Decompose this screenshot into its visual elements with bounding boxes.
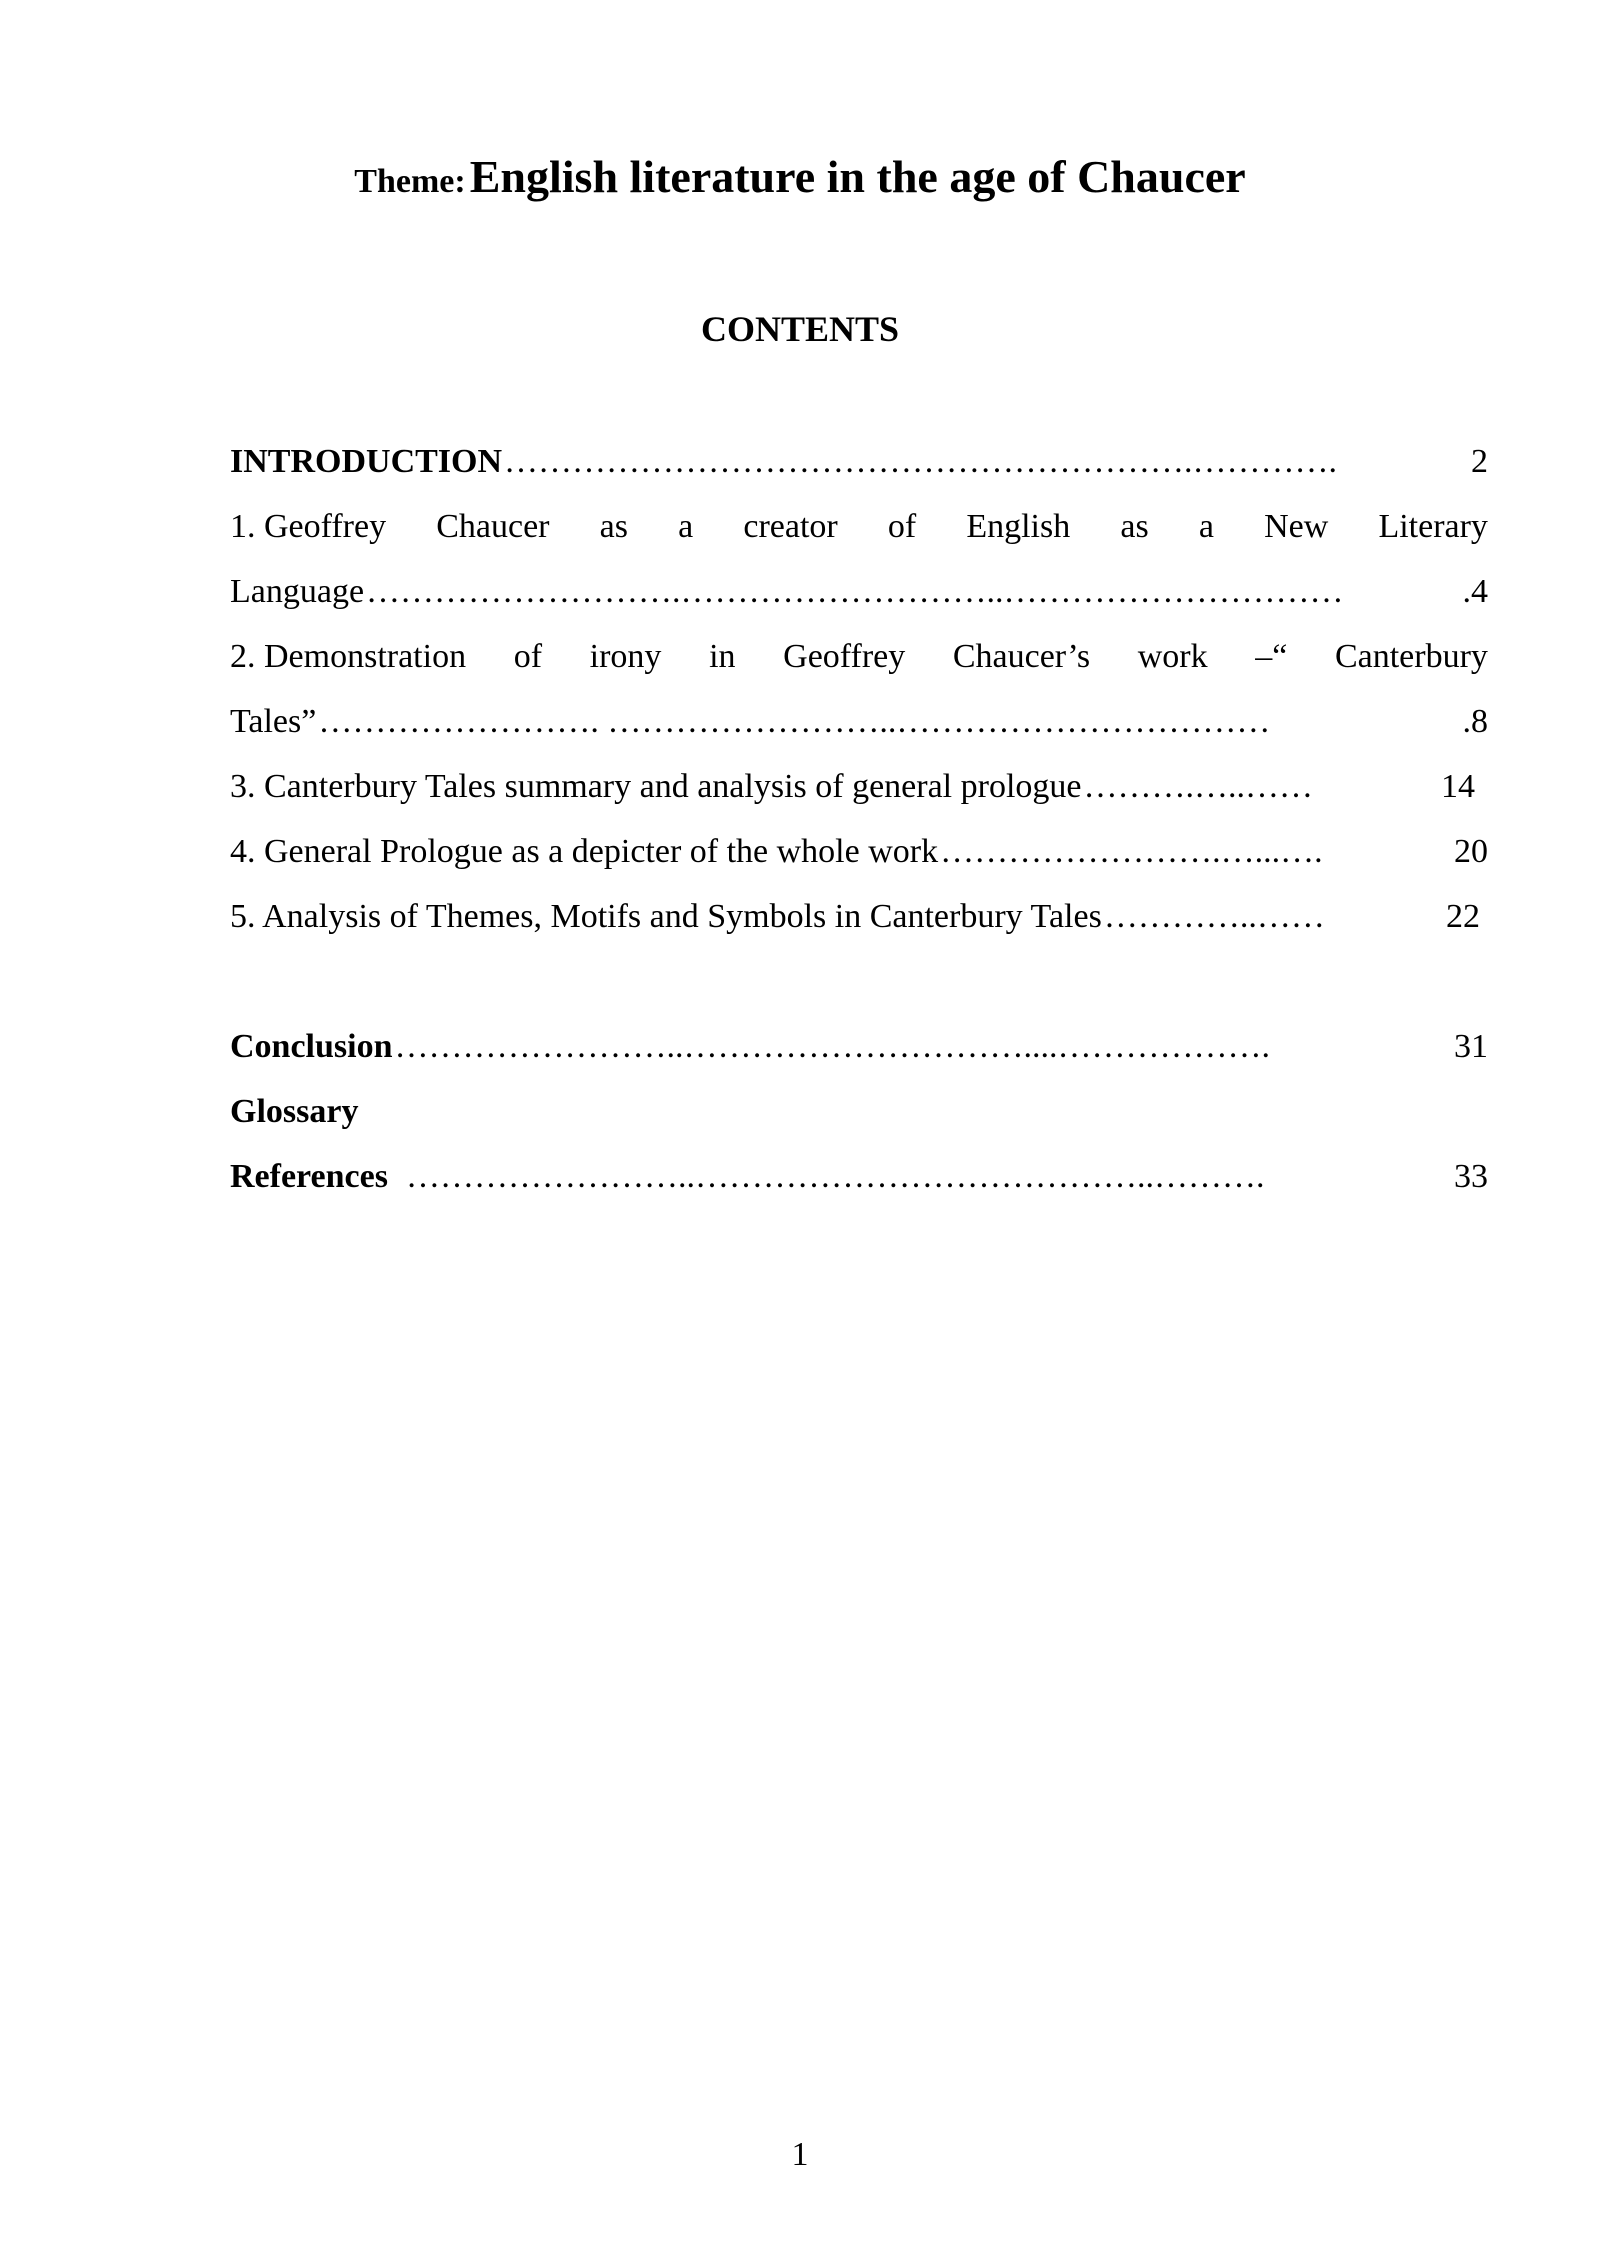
toc-leader: …………..…… — [1103, 898, 1325, 935]
toc-word: in — [709, 638, 736, 675]
toc-word: Literary — [1378, 508, 1488, 545]
toc-label: Language — [230, 573, 365, 610]
toc-label: 5. Analysis of Themes, Motifs and Symbols in Canterbury Tales — [230, 898, 1102, 935]
toc-word: Canterbury — [1334, 638, 1488, 675]
toc-page-number: 20 — [1454, 833, 1488, 870]
toc-leader: …………………….…...…. — [940, 833, 1323, 870]
toc-leader: ……………………..…………………………………..………. — [405, 1158, 1265, 1195]
toc-word: New — [1264, 508, 1329, 545]
toc-label: Tales” — [230, 703, 317, 740]
toc-page-number: 31 — [1454, 1028, 1488, 1065]
toc-label: 4. General Prologue as a depicter of the whole work — [230, 833, 939, 870]
toc-entry-4 — [230, 832, 1488, 872]
toc-word: –“ — [1255, 638, 1288, 675]
toc-page-number: .4 — [1462, 573, 1488, 610]
toc-leader: …………………………………………………….…………. — [504, 443, 1338, 480]
toc-word: as — [599, 508, 628, 545]
toc-word: work — [1137, 638, 1208, 675]
document-title — [0, 150, 1600, 203]
toc-entry-2-line-2 — [230, 702, 1488, 742]
toc-word: Geoffrey — [783, 638, 906, 675]
toc-page-number: 33 — [1454, 1158, 1488, 1195]
toc-word: of — [887, 508, 917, 545]
toc-entry-2-line-1 — [230, 637, 1488, 677]
toc-entry-1-line-2 — [230, 572, 1488, 612]
toc-word: irony — [589, 638, 662, 675]
toc-page-number: .8 — [1462, 703, 1488, 740]
toc-entry-5 — [230, 897, 1480, 937]
toc-leader: ……….…..…… — [1083, 768, 1313, 805]
toc-entry-glossary — [230, 1092, 1488, 1132]
toc-page-number: 2 — [1471, 443, 1488, 480]
toc-word: English — [966, 508, 1071, 545]
toc-word: Chaucer’s — [952, 638, 1091, 675]
toc-label: 3. Canterbury Tales summary and analysis of general prologue — [230, 768, 1082, 805]
toc-label: Glossary — [230, 1093, 359, 1130]
toc-word: creator — [743, 508, 838, 545]
toc-word: 1. Geoffrey — [230, 508, 387, 545]
toc-entry-3 — [230, 767, 1475, 807]
toc-entry-references — [230, 1157, 1488, 1197]
toc-word: Chaucer — [436, 508, 550, 545]
toc-entry-conclusion — [230, 1027, 1488, 1067]
toc-word: a — [678, 508, 694, 545]
toc-word: 2. Demonstration — [230, 638, 467, 675]
toc-entry-introduction — [230, 442, 1488, 482]
toc-leader: ……………………. ……………………..…………………………… — [318, 703, 1271, 740]
toc-leader: ……………………….………………………..………………………… — [366, 573, 1344, 610]
contents-heading: CONTENTS — [700, 309, 900, 349]
toc-label: Conclusion — [230, 1028, 393, 1065]
toc-label: INTRODUCTION — [230, 443, 503, 480]
toc-page-number: 14 — [1441, 768, 1475, 805]
toc-leader: ……………………..…………………………....………………. — [394, 1028, 1270, 1065]
toc-label: References — [230, 1158, 388, 1195]
toc-word: as — [1120, 508, 1149, 545]
toc-word: a — [1198, 508, 1214, 545]
theme-title: English literature in the age of Chaucer — [469, 151, 1246, 202]
toc-word: of — [513, 638, 543, 675]
toc-page-number: 22 — [1446, 898, 1480, 935]
theme-label: Theme: — [354, 163, 466, 200]
page-number: 1 — [791, 2136, 809, 2173]
toc-entry-1-line-1 — [230, 507, 1488, 547]
